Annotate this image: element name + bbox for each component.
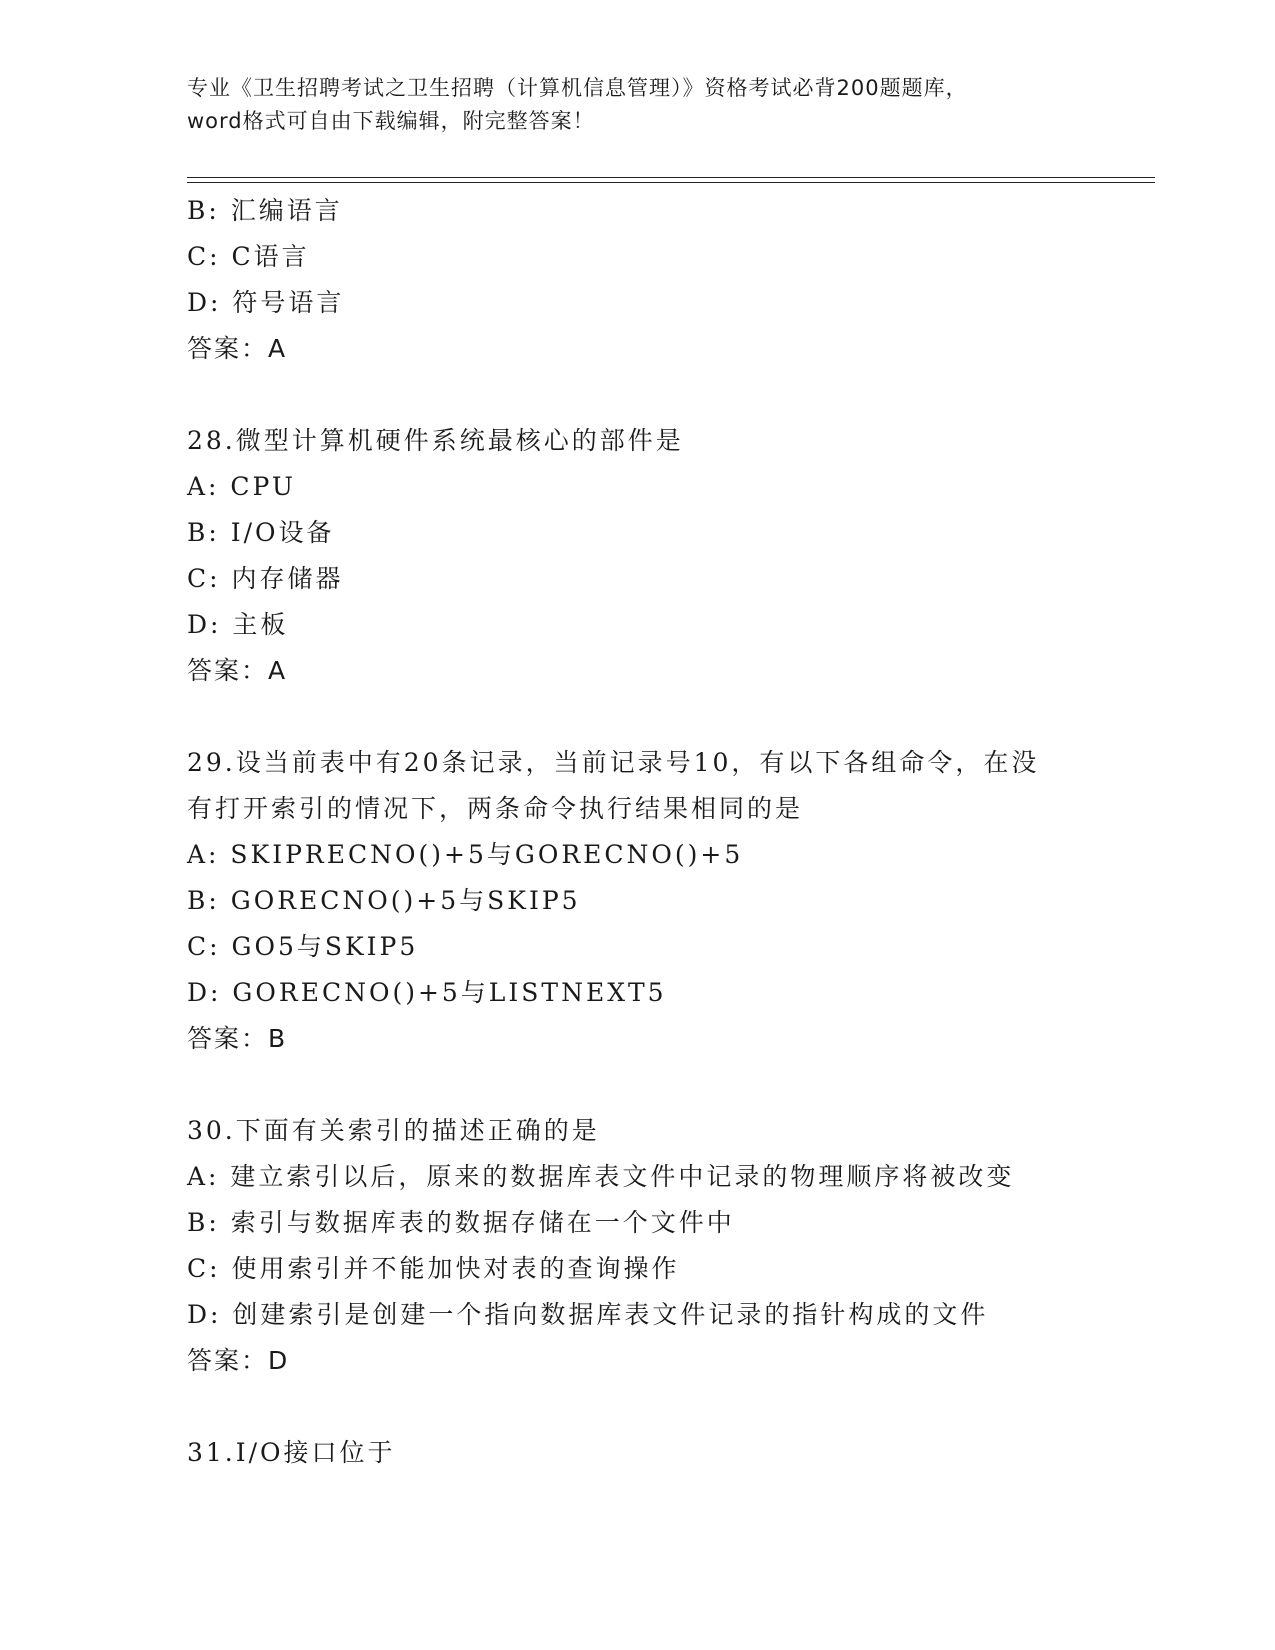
option-d: D: 创建索引是创建一个指向数据库表文件记录的指针构成的文件	[187, 1300, 989, 1329]
option-b: B: 索引与数据库表的数据存储在一个文件中	[187, 1208, 735, 1237]
option-c: C: C语言	[187, 242, 310, 271]
document-header	[187, 72, 1087, 138]
header-rule-bottom	[187, 182, 1155, 183]
answer: 答案：D	[187, 1346, 290, 1375]
question-stem: 30.下面有关索引的描述正确的是	[187, 1116, 600, 1145]
option-a: A: 建立索引以后，原来的数据库表文件中记录的物理顺序将被改变	[187, 1162, 1015, 1191]
question-list	[187, 188, 1147, 1476]
answer: 答案：A	[187, 334, 288, 363]
option-c: C: GO5与SKIP5	[187, 932, 419, 961]
option-b: B: 汇编语言	[187, 196, 343, 225]
question-stem: 31.I/O接口位于	[187, 1438, 396, 1467]
question-31	[187, 1430, 1147, 1476]
answer: 答案：A	[187, 656, 288, 685]
question-stem-continued: 有打开索引的情况下，两条命令执行结果相同的是	[187, 794, 804, 823]
header-line-2: word格式可自由下载编辑，附完整答案！	[187, 109, 595, 133]
question-28	[187, 418, 1147, 694]
option-b: B: GORECNO()+5与SKIP5	[187, 886, 581, 915]
option-d: D: GORECNO()+5与LISTNEXT5	[187, 978, 667, 1007]
option-c: C: 使用索引并不能加快对表的查询操作	[187, 1254, 680, 1283]
option-b: B: I/O设备	[187, 518, 335, 547]
question-29	[187, 740, 1147, 1062]
option-a: A: SKIPRECNO()+5与GORECNO()+5	[187, 840, 744, 869]
option-d: D: 符号语言	[187, 288, 345, 317]
question-stem: 28.微型计算机硬件系统最核心的部件是	[187, 426, 684, 455]
option-d: D: 主板	[187, 610, 289, 639]
question-30	[187, 1108, 1147, 1384]
answer: 答案：B	[187, 1024, 288, 1053]
question-stem: 29.设当前表中有20条记录，当前记录号10，有以下各组命令，在没	[187, 748, 1040, 777]
header-rule-top	[187, 177, 1155, 178]
option-a: A: CPU	[187, 472, 297, 501]
option-c: C: 内存储器	[187, 564, 344, 593]
question-27-continued	[187, 188, 1147, 372]
header-line-1: 专业《卫生招聘考试之卫生招聘（计算机信息管理）》资格考试必背200题题库，	[187, 76, 968, 100]
